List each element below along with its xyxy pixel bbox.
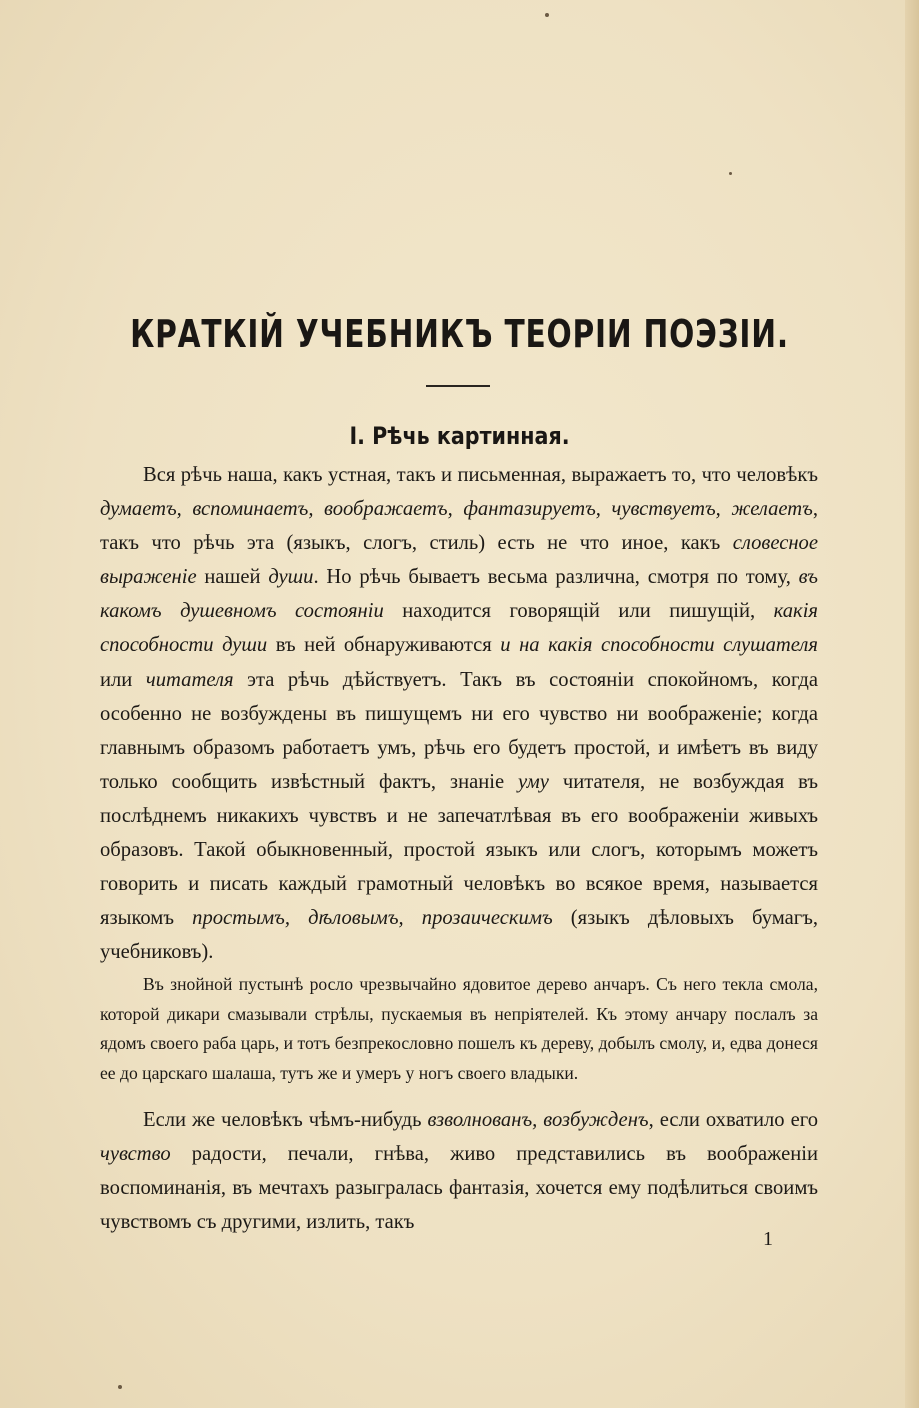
text-run: читателя, не возбуждая въ послѣднемъ никакихъ чувствъ и не запечатлѣвая въ его воображеніи живыхъ образовъ. Такой обыкновенный, простой языкъ или слогъ, которымъ можетъ говорить и писать каждый грамотный человѣкъ во всякое время, называется языкомъ — [100, 770, 818, 930]
text-run: , такъ что рѣчь эта (языкъ, слогъ, стиль) есть не что иное, какъ — [100, 498, 818, 555]
paragraph-1 — [100, 458, 818, 969]
italic-run: въ какомъ душевномъ состояніи — [100, 566, 818, 623]
text-run: Вся рѣчь наша, какъ устная, такъ и письменная, выражаетъ то, что человѣкъ — [143, 464, 818, 486]
book-title: КРАТКІЙ УЧЕБНИКЪ ТЕОРІИ ПОЭЗІИ. — [130, 312, 789, 356]
title-divider — [426, 385, 490, 387]
paper-speck — [118, 1385, 122, 1389]
text-run: эта рѣчь дѣйствуетъ. Такъ въ состояніи спокойномъ, когда особенно не возбуждены въ пишущемъ ни его чувство ни воображеніе; когда главнымъ образомъ работаетъ умъ, рѣчь его будетъ простой, и имѣетъ въ виду только сообщить извѣстный фактъ, знаніе — [100, 668, 818, 793]
italic-run: и на какія способности слушателя — [500, 634, 818, 657]
italic-run: думаетъ, вспоминаетъ, воображаетъ, фантазируетъ, чувствуетъ, желаетъ — [100, 498, 813, 521]
text-run: нашей — [196, 566, 269, 589]
text-run: Если же человѣкъ чѣмъ-нибудь — [143, 1109, 428, 1131]
text-run: . Но рѣчь бываетъ весьма различна, смотря по тому, — [313, 566, 799, 589]
text-run: радости, печали, гнѣва, живо представились въ воображеніи воспоминанія, въ мечтахъ разыгралась фантазія, хочется ему подѣлиться своимъ чувствомъ съ другими, излить, такъ — [100, 1143, 818, 1233]
page-number: 1 — [763, 1228, 773, 1250]
paragraph-2 — [100, 1103, 818, 1239]
paper-speck — [729, 172, 732, 175]
italic-run: простымъ, дѣловымъ, прозаическимъ — [192, 907, 553, 930]
example-passage: Въ знойной пустынѣ росло чрезвычайно ядовитое дерево анчаръ. Съ него текла смола, которой дикари смазывали стрѣлы, пускаемыя въ непріятелей. Къ этому анчару послалъ за ядомъ своего раба царь, и тотъ безпрекословно пошелъ къ дереву, добылъ смолу, и, едва донеся ее до царскаго шалаша, тутъ же и умеръ у ногъ своего владыки. — [100, 974, 818, 1084]
italic-run: уму — [518, 770, 549, 793]
paper-speck — [545, 13, 549, 17]
italic-run: читателя — [145, 668, 234, 691]
text-run: или — [100, 668, 146, 691]
italic-run: взволнованъ, возбужденъ — [427, 1109, 649, 1131]
text-run: въ ней обнаруживаются — [267, 634, 501, 657]
page-edge — [905, 0, 919, 1408]
italic-run: какія способности души — [100, 600, 818, 657]
italic-run: словесное выраженіе — [100, 532, 818, 589]
text-run: , если охватило его — [648, 1109, 818, 1131]
section-heading: I. Рѣчь картинная. — [349, 422, 570, 450]
italic-run: чувство — [100, 1143, 171, 1165]
text-run: находится говорящій или пишущій, — [383, 600, 774, 623]
italic-run: души — [268, 566, 314, 589]
text-run: (языкъ дѣловыхъ бумагъ, учебниковъ). — [100, 907, 818, 964]
